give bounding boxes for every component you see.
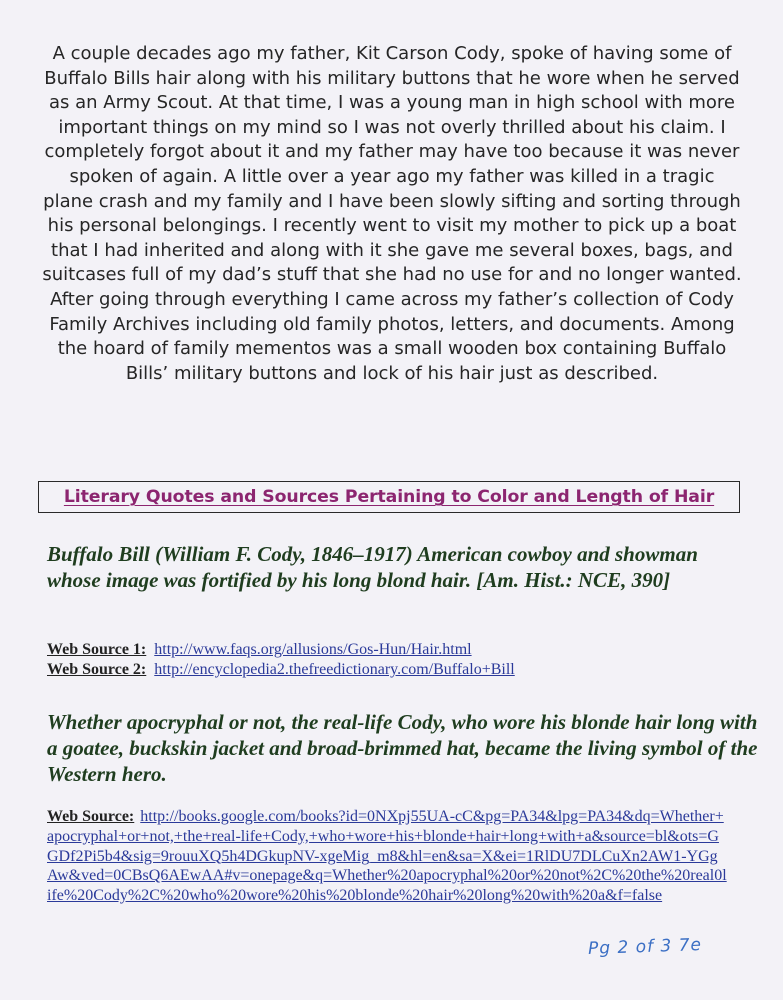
web-source-3-link[interactable]: http://books.google.com/books?id=0NXpj55UA-cC&pg=PA34&lpg=PA34&dq=Whether+apocryphal+or+not,+the+real-life+Cody,+who+wore+his+blonde+hair+long+with+a&source=bl&ots=GGDf2Pi5b4&sig=9rouuXQ5h4DGkupNV-xgeMig_m8&hl=en&sa=X&ei=1RlDU7DLCuXn2AW1-YGgAw&ved=0CBsQ6AEwAA#v=onepage&q=Whether%20apocryphal%20or%20not%2C%20the%20real0life%20Cody%2C%20who%20wore%20his%20blonde%20hair%20long%20with%20a&f=false	[47, 808, 727, 905]
web-source-1-link[interactable]: http://www.faqs.org/allusions/Gos-Hun/Hair.html	[154, 641, 472, 658]
narrative-paragraph: A couple decades ago my father, Kit Carson Cody, spoke of having some of Buffalo Bills hair along with his military buttons that he wore when he served as an Army Scout. At that time, I was a young man in high school with more important things on my mind so I was not overly thrilled about his claim. I completely forgot about it and my father may have too because it was never spoken of again. A little over a year ago my father was killed in a tragic plane crash and my family and I have been slowly sifting and sorting through his personal belongings. I recently went to visit my mother to pick up a boat that I had inherited and along with it she gave me several boxes, bags, and suitcases full of my dad’s stuff that she had no use for and no longer wanted. After going through everything I came across my father’s collection of Cody Family Archives including old family photos, letters, and documents. Among the hoard of family mementos was a small wooden box containing Buffalo Bills’ military buttons and lock of his hair just as described.	[42, 43, 742, 384]
quote-real-life-cody: Whether apocryphal or not, the real-life Cody, who wore his blonde hair long with a goatee, buckskin jacket and broad-brimmed hat, became the living symbol of the Western hero.	[47, 710, 758, 786]
quote-buffalo-bill: Buffalo Bill (William F. Cody, 1846–1917) American cowboy and showman whose image was fortified by his long blond hair. [Am. Hist.: NCE, 390]	[47, 542, 698, 592]
web-source-3	[47, 807, 727, 906]
web-source-1	[47, 640, 472, 660]
web-source-3-label: Web Source:	[47, 808, 135, 825]
section-heading: Literary Quotes and Sources Pertaining to Color and Length of Hair	[63, 487, 715, 507]
web-source-2-label: Web Source 2:	[47, 661, 147, 678]
section-heading-box	[38, 481, 740, 513]
web-source-1-label: Web Source 1:	[47, 641, 147, 658]
web-source-2-link[interactable]: http://encyclopedia2.thefreedictionary.com/Buffalo+Bill	[154, 661, 515, 678]
web-source-2	[47, 660, 515, 680]
handwritten-page-number: Pg 2 of 3 7e	[587, 935, 703, 959]
